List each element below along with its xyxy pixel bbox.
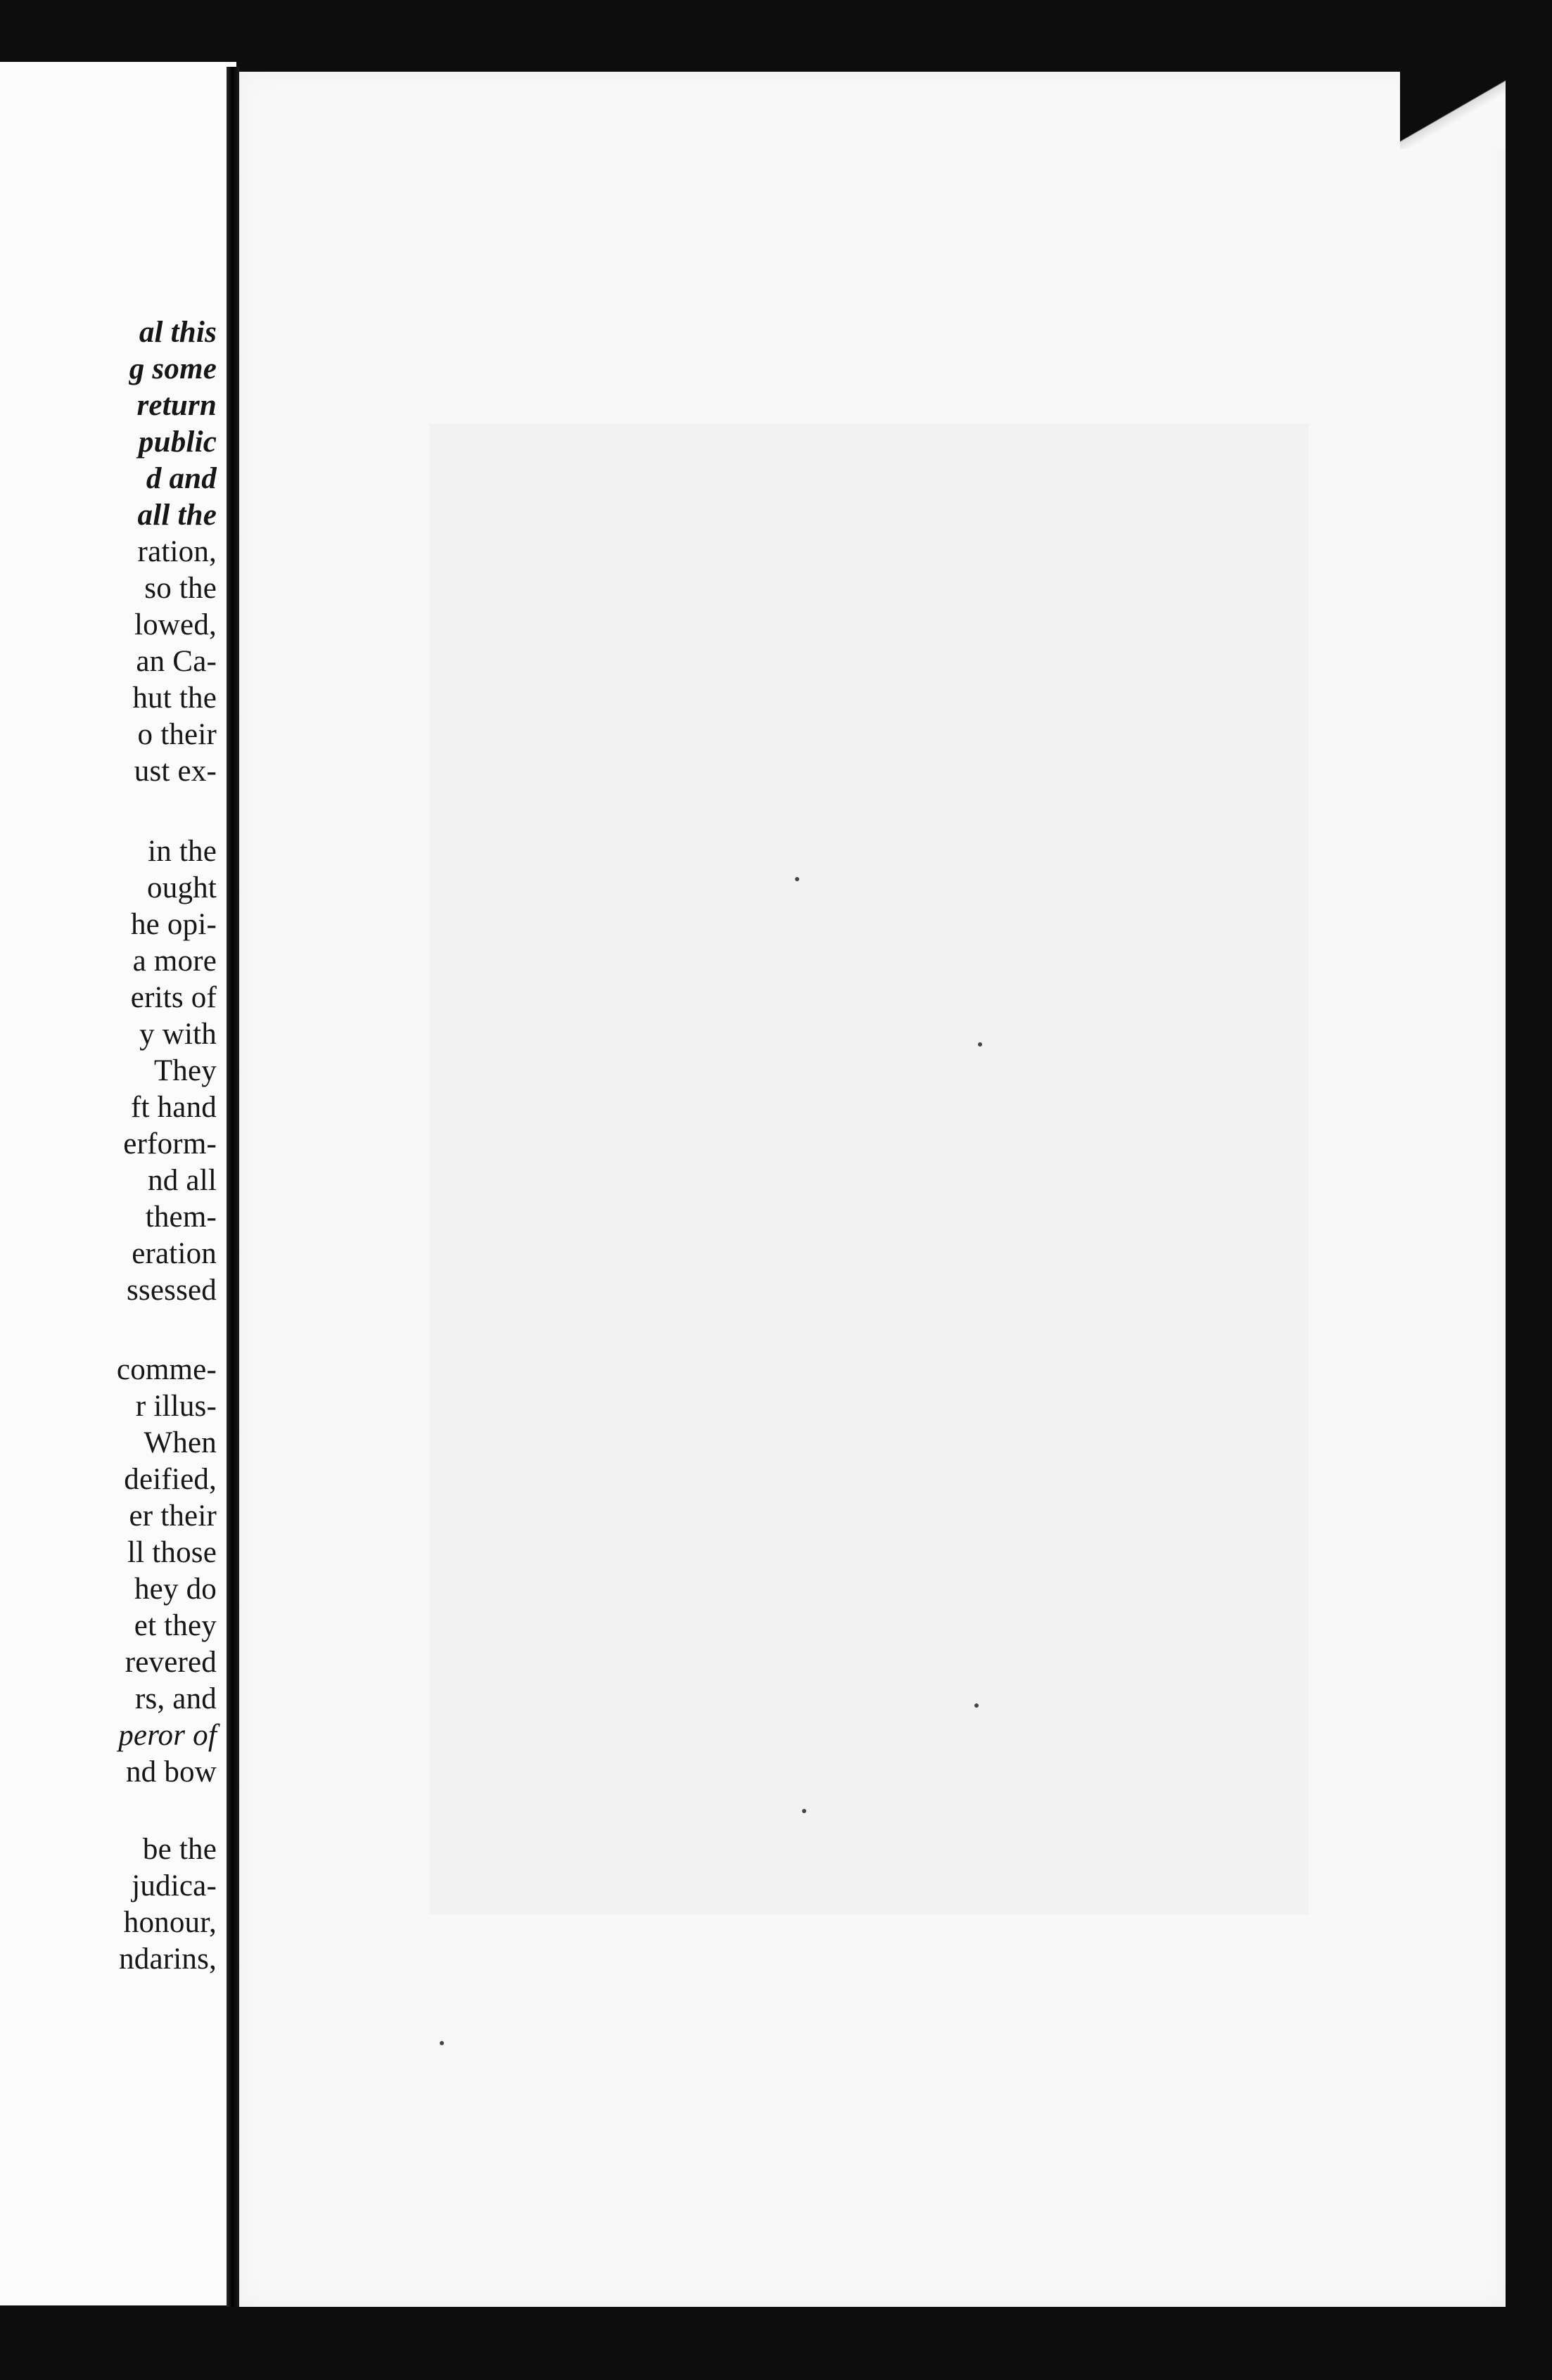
left-page-line: They [153, 1054, 217, 1087]
left-page-line: ll those [127, 1536, 217, 1569]
left-page-line: be the [142, 1833, 217, 1866]
left-page-line: ssessed [126, 1274, 217, 1307]
show-through-block [429, 423, 1309, 1914]
left-page-line: erform- [123, 1127, 217, 1160]
left-page-line: a more [132, 945, 217, 978]
left-page-line: peror of [118, 1719, 217, 1752]
left-page-line: ration, [137, 535, 217, 568]
left-page-line: eration [132, 1237, 217, 1270]
left-page-line: public [138, 426, 217, 459]
left-page-line: so the [144, 572, 217, 605]
left-page-line: g some [129, 352, 217, 385]
left-page-line: lowed, [134, 608, 217, 641]
speck [440, 2041, 444, 2045]
left-page-text-column [0, 62, 217, 2305]
left-page-line: er their [129, 1499, 217, 1533]
left-page-line: in the [148, 835, 217, 868]
left-page-line: an Ca- [136, 645, 217, 678]
left-page-line: ought [147, 871, 217, 904]
left-page-line: r illus- [135, 1390, 217, 1423]
left-page-line: nd bow [125, 1755, 217, 1789]
left-page-line: judica- [132, 1869, 217, 1902]
left-page-line: deified, [124, 1463, 217, 1496]
left-page-line: nd all [148, 1164, 217, 1197]
left-page-line: them- [145, 1201, 217, 1234]
left-page-line: comme- [116, 1353, 217, 1386]
speck [978, 1042, 982, 1047]
left-page-line: hut the [132, 682, 217, 715]
right-page-blank [239, 72, 1506, 2307]
left-page-line: return [136, 389, 217, 422]
left-page-line: he opi- [130, 908, 217, 941]
left-page-line: When [144, 1426, 217, 1459]
left-page [0, 62, 236, 2305]
left-page-line: o their [137, 718, 217, 751]
left-page-line: revered [125, 1646, 217, 1679]
book-gutter [227, 67, 239, 2307]
left-page-line: honour, [123, 1906, 217, 1939]
speck [802, 1809, 806, 1813]
left-page-line: al this [139, 316, 217, 349]
left-page-line: erits of [130, 981, 217, 1014]
left-page-line: ft hand [130, 1091, 217, 1124]
left-page-line: all the [137, 499, 217, 532]
left-page-line: ndarins, [119, 1943, 217, 1976]
left-page-line: y with [139, 1018, 217, 1051]
speck [795, 877, 799, 881]
left-page-line: hey do [134, 1573, 217, 1606]
left-page-line: rs, and [134, 1682, 217, 1715]
left-page-line: et they [134, 1609, 217, 1642]
left-page-line: d and [146, 462, 217, 495]
page-corner-fold [1400, 72, 1506, 149]
left-page-line: ust ex- [134, 755, 217, 788]
speck [974, 1703, 979, 1708]
